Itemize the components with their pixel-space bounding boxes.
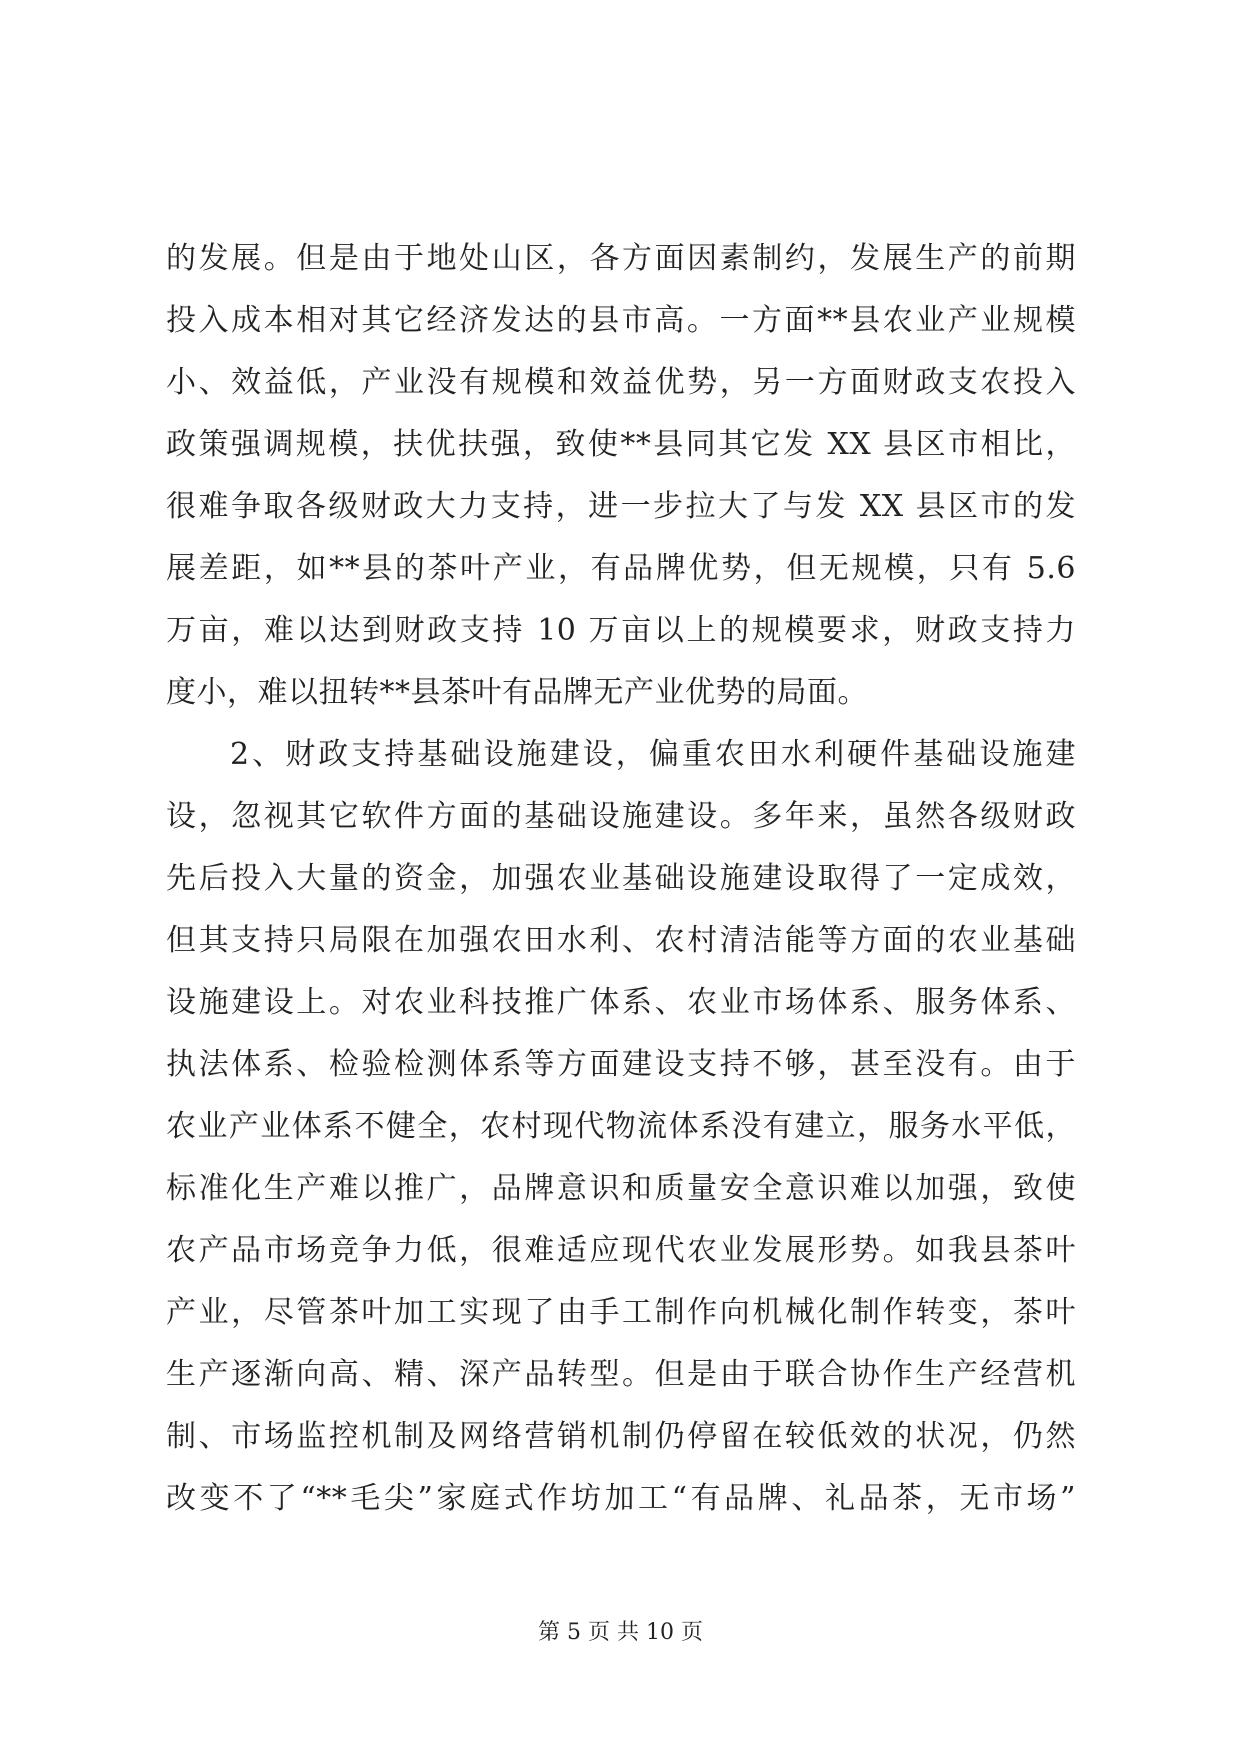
text-line-8: 度小，难以扭转**县茶叶有品牌无产业优势的局面。 <box>166 675 868 710</box>
text-line-4: 政策强调规模，扶优扶强，致使**县同其它发 XX 县区市相比， <box>166 427 1076 462</box>
text-line-13: 设施建设上。对农业科技推广体系、农业市场体系、服务体系、 <box>166 985 1076 1020</box>
text-line-7: 万亩，难以达到财政支持 10 万亩以上的规模要求，财政支持力 <box>166 613 1076 648</box>
text-line-11: 先后投入大量的资金，加强农业基础设施建设取得了一定成效， <box>166 861 1076 896</box>
text-line-14: 执法体系、检验检测体系等方面建设支持不够，甚至没有。由于 <box>166 1047 1076 1082</box>
text-line-17: 农产品市场竞争力低，很难适应现代农业发展形势。如我县茶叶 <box>166 1233 1076 1268</box>
text-line-12: 但其支持只局限在加强农田水利、农村清洁能等方面的农业基础 <box>166 923 1076 958</box>
text-line-3: 小、效益低，产业没有规模和效益优势，另一方面财政支农投入 <box>166 365 1076 400</box>
text-line-18: 产业，尽管茶叶加工实现了由手工制作向机械化制作转变，茶叶 <box>166 1295 1076 1330</box>
text-line-15: 农业产业体系不健全，农村现代物流体系没有建立，服务水平低， <box>166 1109 1076 1144</box>
text-line-16: 标准化生产难以推广，品牌意识和质量安全意识难以加强，致使 <box>166 1171 1076 1206</box>
text-line-20: 制、市场监控机制及网络营销机制仍停留在较低效的状况，仍然 <box>166 1419 1076 1454</box>
page-footer: 第 5 页 共 10 页 <box>538 1620 703 1645</box>
text-line-5: 很难争取各级财政大力支持，进一步拉大了与发 XX 县区市的发 <box>166 489 1076 524</box>
text-line-21: 改变不了“**毛尖”家庭式作坊加工“有品牌、礼品茶，无市场” <box>166 1481 1076 1516</box>
text-line-19: 生产逐渐向高、精、深产品转型。但是由于联合协作生产经营机 <box>166 1357 1076 1392</box>
text-line-2: 投入成本相对其它经济发达的县市高。一方面**县农业产业规模 <box>166 303 1076 338</box>
text-line-9: 2、财政支持基础设施建设，偏重农田水利硬件基础设施建 <box>230 737 1076 772</box>
body-text <box>166 228 1076 1530</box>
text-line-1: 的发展。但是由于地处山区，各方面因素制约，发展生产的前期 <box>166 241 1076 276</box>
text-line-6: 展差距，如**县的茶叶产业，有品牌优势，但无规模，只有 5.6 <box>166 551 1076 586</box>
text-line-10: 设，忽视其它软件方面的基础设施建设。多年来，虽然各级财政 <box>166 799 1076 834</box>
